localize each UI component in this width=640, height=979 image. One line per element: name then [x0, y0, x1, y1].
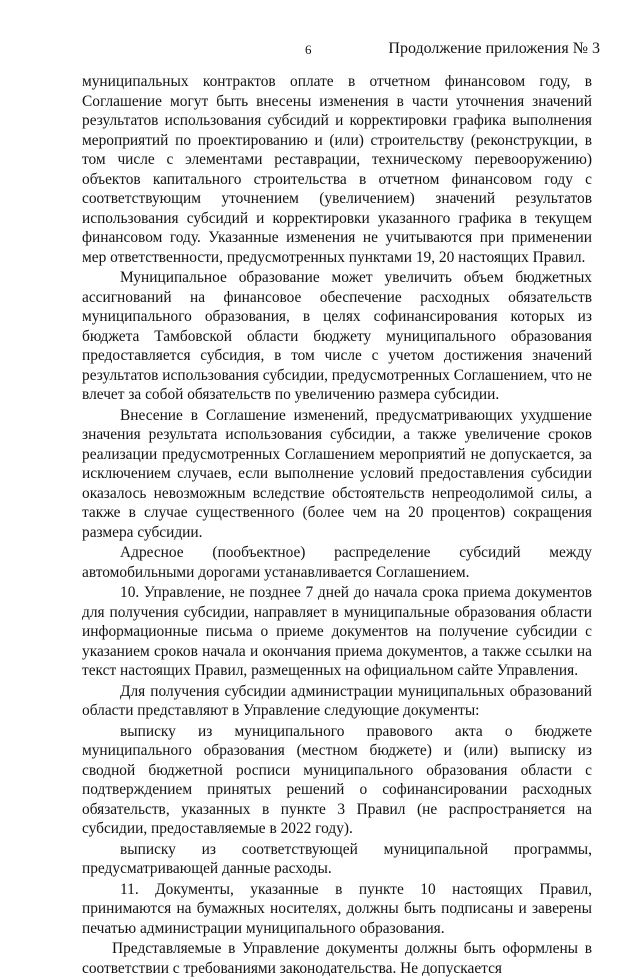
paragraph: выписку из соответствующей муниципальной программы, предусматривающей данные расходы. [82, 840, 592, 877]
paragraph: Внесение в Соглашение изменений, предусматривающих ухудшение значения результата использования субсидии, а также увеличение сроков реализации предусмотренных Соглашением мероприятий не допускается, за исключением случаев, если выполнение условий предоставления субсидии оказалось невозможным вследствие обстоятельств непреодолимой силы, а также в случае существенного (более чем на 20 процентов) сокращения размера субсидии. [82, 406, 592, 541]
paragraph: 11. Документы, указанные в пункте 10 настоящих Правил, принимаются на бумажных носителях, должны быть подписаны и заверены печатью администрации муниципального образования. [82, 880, 592, 937]
paragraph: муниципальных контрактов оплате в отчетном финансовом году, в Соглашение могут быть внесены изменения в части уточнения значений результатов использования субсидий и корректировки графика выполнения мероприятий по проектированию и (или) строительству (реконструкции, в том числе с элементами реставрации, техническому перевооружению) объектов капитального строительства в отчетном финансовом году с соответствующим уточнением (увеличением) значений результатов использования субсидий и корректировки указанного графика в текущем финансовом году. Указанные изменения не учитываются при применении мер ответственности, предусмотренных пунктами 19, 20 настоящих Правил. [82, 73, 592, 266]
paragraph: выписку из муниципального правового акта о бюджете муниципального образования (местном бюджете) и (или) выписку из сводной бюджетной росписи муниципального образования области с подтверждением принятых решений о софинансировании расходных обязательств, указанных в пункте 3 Правил (не распространяется на субсидии, предоставляемые в 2022 году). [82, 722, 592, 837]
page-number: 6 [305, 42, 312, 57]
paragraph: Муниципальное образование может увеличить объем бюджетных ассигнований на финансовое обеспечение расходных обязательств муниципального образования, в целях софинансирования которых из бюджета Тамбовской области бюджету муниципального образования предоставляется субсидия, в том числе с учетом достижения значений результатов использования субсидии, предусмотренных Соглашением, что не влечет за собой обязательств по увеличению размера субсидии. [82, 269, 593, 403]
document-body [82, 72, 592, 979]
paragraph: Для получения субсидии администрации муниципальных образований области представляют в Управление следующие документы: [82, 682, 592, 719]
appendix-title: Продолжение приложения № 3 [388, 40, 600, 57]
paragraph: 10. Управление, не позднее 7 дней до начала срока приема документов для получения субсидии, направляет в муниципальные образования области информационные письма о приеме документов на получение субсидии с указанием сроков начала и окончания приема документов, а также ссылки на текст настоящих Правил, размещенных на официальном сайте Управления. [82, 584, 592, 679]
paragraph: Адресное (пообъектное) распределение субсидий между автомобильными дорогами устанавливается Соглашением. [82, 544, 592, 581]
paragraph: Представляемые в Управление документы должны быть оформлены в соответствии с требованиями законодательства. Не допускается [82, 940, 592, 977]
